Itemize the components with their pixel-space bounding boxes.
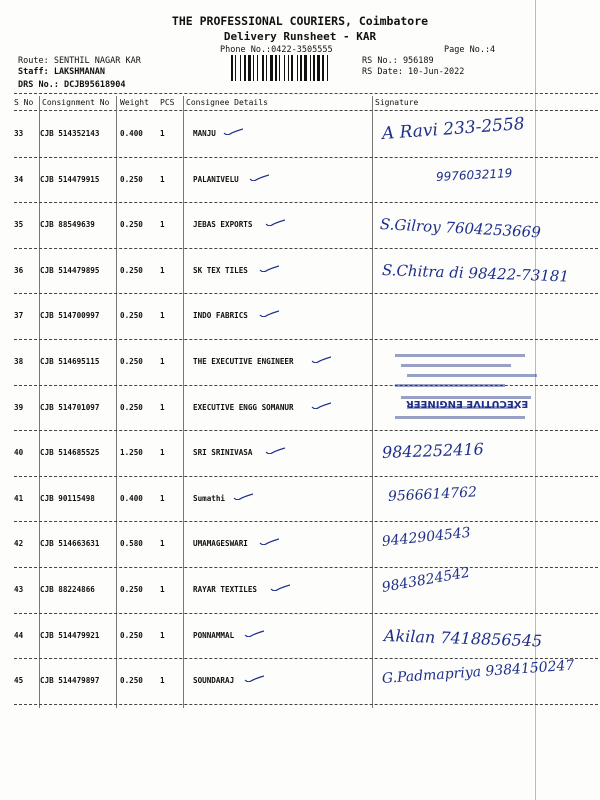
row-signature [376, 211, 576, 251]
row-signature [376, 302, 576, 342]
row-pcs: 1 [160, 311, 165, 321]
row-consignee: EXECUTIVE ENGG SOMANUR [193, 402, 294, 412]
row-pcs: 1 [160, 539, 165, 549]
row-weight: 0.250 [120, 585, 143, 594]
row-separator [14, 613, 598, 614]
row-pcs: 1 [160, 585, 165, 594]
sep-3 [183, 96, 184, 708]
drs-number: DRS No.: DCJB95618904 [18, 80, 126, 90]
col-weight: Weight [120, 98, 149, 107]
check-tick-icon [311, 355, 331, 363]
row-signature [376, 439, 576, 479]
row-separator [14, 704, 598, 705]
check-tick-icon [265, 446, 285, 454]
row-consignment-no: CJB 514479921 [40, 630, 100, 640]
row-weight: 0.400 [120, 129, 143, 138]
company-title: THE PROFESSIONAL COURIERS, Coimbatore [171, 14, 429, 28]
row-signature [376, 485, 576, 525]
row-consignee: RAYAR TEXTILES [193, 585, 258, 594]
row-signature [376, 657, 576, 707]
row-signature [376, 525, 576, 570]
row-consignment-no: CJB 514685525 [40, 448, 100, 458]
runsheet-title: Delivery Runsheet - KAR [223, 30, 377, 43]
row-sno: 33 [14, 129, 24, 138]
row-consignee: Sumathi [193, 493, 226, 503]
signature-ink: S.Chitra di 98422-73181 [381, 260, 570, 286]
row-weight: 0.400 [120, 493, 143, 503]
row-signature [376, 564, 576, 616]
check-tick-icon [259, 264, 279, 272]
row-consignee: SK TEX TILES [193, 265, 248, 275]
row-separator [14, 293, 598, 294]
signature-ink: A Ravi 233-2558 [381, 114, 526, 144]
row-consignment-no: CJB 514479895 [40, 265, 100, 275]
check-tick-icon [233, 492, 253, 500]
row-pcs: 1 [160, 357, 165, 366]
row-weight: 0.250 [120, 311, 143, 321]
rs-date: RS Date: 10-Jun-2022 [362, 67, 465, 77]
row-consignee: PONNAMMAL [193, 630, 235, 640]
row-weight: 0.250 [120, 174, 143, 184]
row-weight: 0.250 [120, 676, 143, 686]
header-top-rule [14, 93, 598, 94]
row-consignee: SOUNDARAJ [193, 676, 235, 686]
row-signature [376, 114, 576, 160]
row-sno: 37 [14, 311, 24, 321]
row-sno: 45 [14, 676, 24, 686]
rs-number: RS No.: 956189 [362, 56, 434, 66]
check-tick-icon [244, 674, 264, 682]
col-pcs: PCS [160, 98, 175, 107]
row-signature [376, 257, 576, 297]
signature-ink: EXECUTIVE ENGINEER [406, 397, 529, 409]
row-consignee: PALANIVELU [193, 174, 239, 184]
row-pcs: 1 [160, 129, 165, 138]
row-consignment-no: CJB 514695115 [40, 357, 100, 366]
row-consignee: SRI SRINIVASA [193, 448, 253, 458]
row-sno: 41 [14, 493, 24, 503]
row-separator [14, 157, 598, 158]
row-separator [14, 202, 598, 203]
row-consignment-no: CJB 514663631 [40, 539, 100, 549]
row-pcs: 1 [160, 630, 165, 640]
row-signature [376, 622, 576, 662]
col-consignee: Consignee Details [186, 98, 268, 107]
signature-ink: 9843824542 [380, 564, 472, 596]
row-consignment-no: CJB 514352143 [40, 129, 100, 138]
header-bottom-rule [14, 110, 598, 111]
sep-2 [116, 96, 117, 708]
check-tick-icon [223, 127, 243, 135]
row-weight: 1.250 [120, 448, 143, 458]
row-consignment-no: CJB 514700997 [40, 311, 100, 321]
check-tick-icon [311, 401, 331, 409]
col-sno: S No [14, 98, 34, 107]
row-separator [14, 521, 598, 522]
row-pcs: 1 [160, 448, 165, 458]
row-pcs: 1 [160, 676, 165, 686]
row-consignee: JEBAS EXPORTS [193, 220, 253, 230]
row-consignment-no: CJB 514479897 [40, 676, 100, 686]
barcode [231, 55, 355, 81]
row-weight: 0.250 [120, 402, 143, 412]
col-signature: Signature [375, 98, 419, 107]
row-separator [14, 658, 598, 659]
row-weight: 0.250 [120, 630, 143, 640]
row-consignment-no: CJB 514701097 [40, 402, 100, 412]
row-consignment-no: CJB 88224866 [40, 585, 95, 594]
staff: Staff: LAKSHMANAN [18, 67, 105, 77]
row-separator [14, 567, 598, 568]
office-stamp [385, 348, 555, 428]
row-sno: 43 [14, 585, 24, 594]
row-consignee: INDO FABRICS [193, 311, 248, 321]
row-consignee: UMAMAGESWARI [193, 539, 248, 549]
row-pcs: 1 [160, 174, 165, 184]
check-tick-icon [265, 218, 285, 226]
row-sno: 38 [14, 357, 24, 366]
row-sno: 44 [14, 630, 24, 640]
row-weight: 0.250 [120, 220, 143, 230]
row-sno: 39 [14, 402, 24, 412]
row-consignee: THE EXECUTIVE ENGINEER [193, 357, 294, 366]
row-separator [14, 248, 598, 249]
row-consignment-no: CJB 514479915 [40, 174, 100, 184]
row-sno: 34 [14, 174, 24, 184]
row-consignee: MANJU [193, 129, 216, 138]
row-pcs: 1 [160, 493, 165, 503]
row-sno: 42 [14, 539, 24, 549]
row-pcs: 1 [160, 402, 165, 412]
row-pcs: 1 [160, 220, 165, 230]
signature-ink: 9842252416 [381, 439, 485, 463]
check-tick-icon [270, 583, 290, 591]
row-consignment-no: CJB 90115498 [40, 493, 95, 503]
phone-number: Phone No.:0422-3505555 [220, 45, 333, 55]
row-pcs: 1 [160, 265, 165, 275]
signature-ink: S.Gilroy 7604253669 [379, 215, 542, 242]
row-weight: 0.250 [120, 357, 143, 366]
row-separator [14, 339, 598, 340]
row-weight: 0.580 [120, 539, 143, 549]
row-separator [14, 476, 598, 477]
row-consignment-no: CJB 88549639 [40, 220, 95, 230]
check-tick-icon [244, 629, 264, 637]
check-tick-icon [259, 537, 279, 545]
row-separator [14, 430, 598, 431]
signature-ink: 9442904543 [381, 525, 472, 551]
row-weight: 0.250 [120, 265, 143, 275]
page-number: Page No.:4 [444, 45, 496, 55]
signature-ink: G.Padmapriya 9384150247 [381, 657, 575, 688]
col-consignment: Consignment No [42, 98, 110, 107]
check-tick-icon [249, 173, 269, 181]
row-signature [376, 166, 576, 206]
row-sno: 35 [14, 220, 24, 230]
sep-4 [372, 96, 373, 708]
route: Route: SENTHIL NAGAR KAR [18, 56, 141, 66]
check-tick-icon [259, 309, 279, 317]
row-sno: 36 [14, 265, 24, 275]
signature-ink: 9566614762 [387, 484, 478, 505]
signature-ink: 9976032119 [435, 165, 513, 184]
row-sno: 40 [14, 448, 24, 458]
signature-ink: Akilan 7418856545 [383, 625, 543, 651]
